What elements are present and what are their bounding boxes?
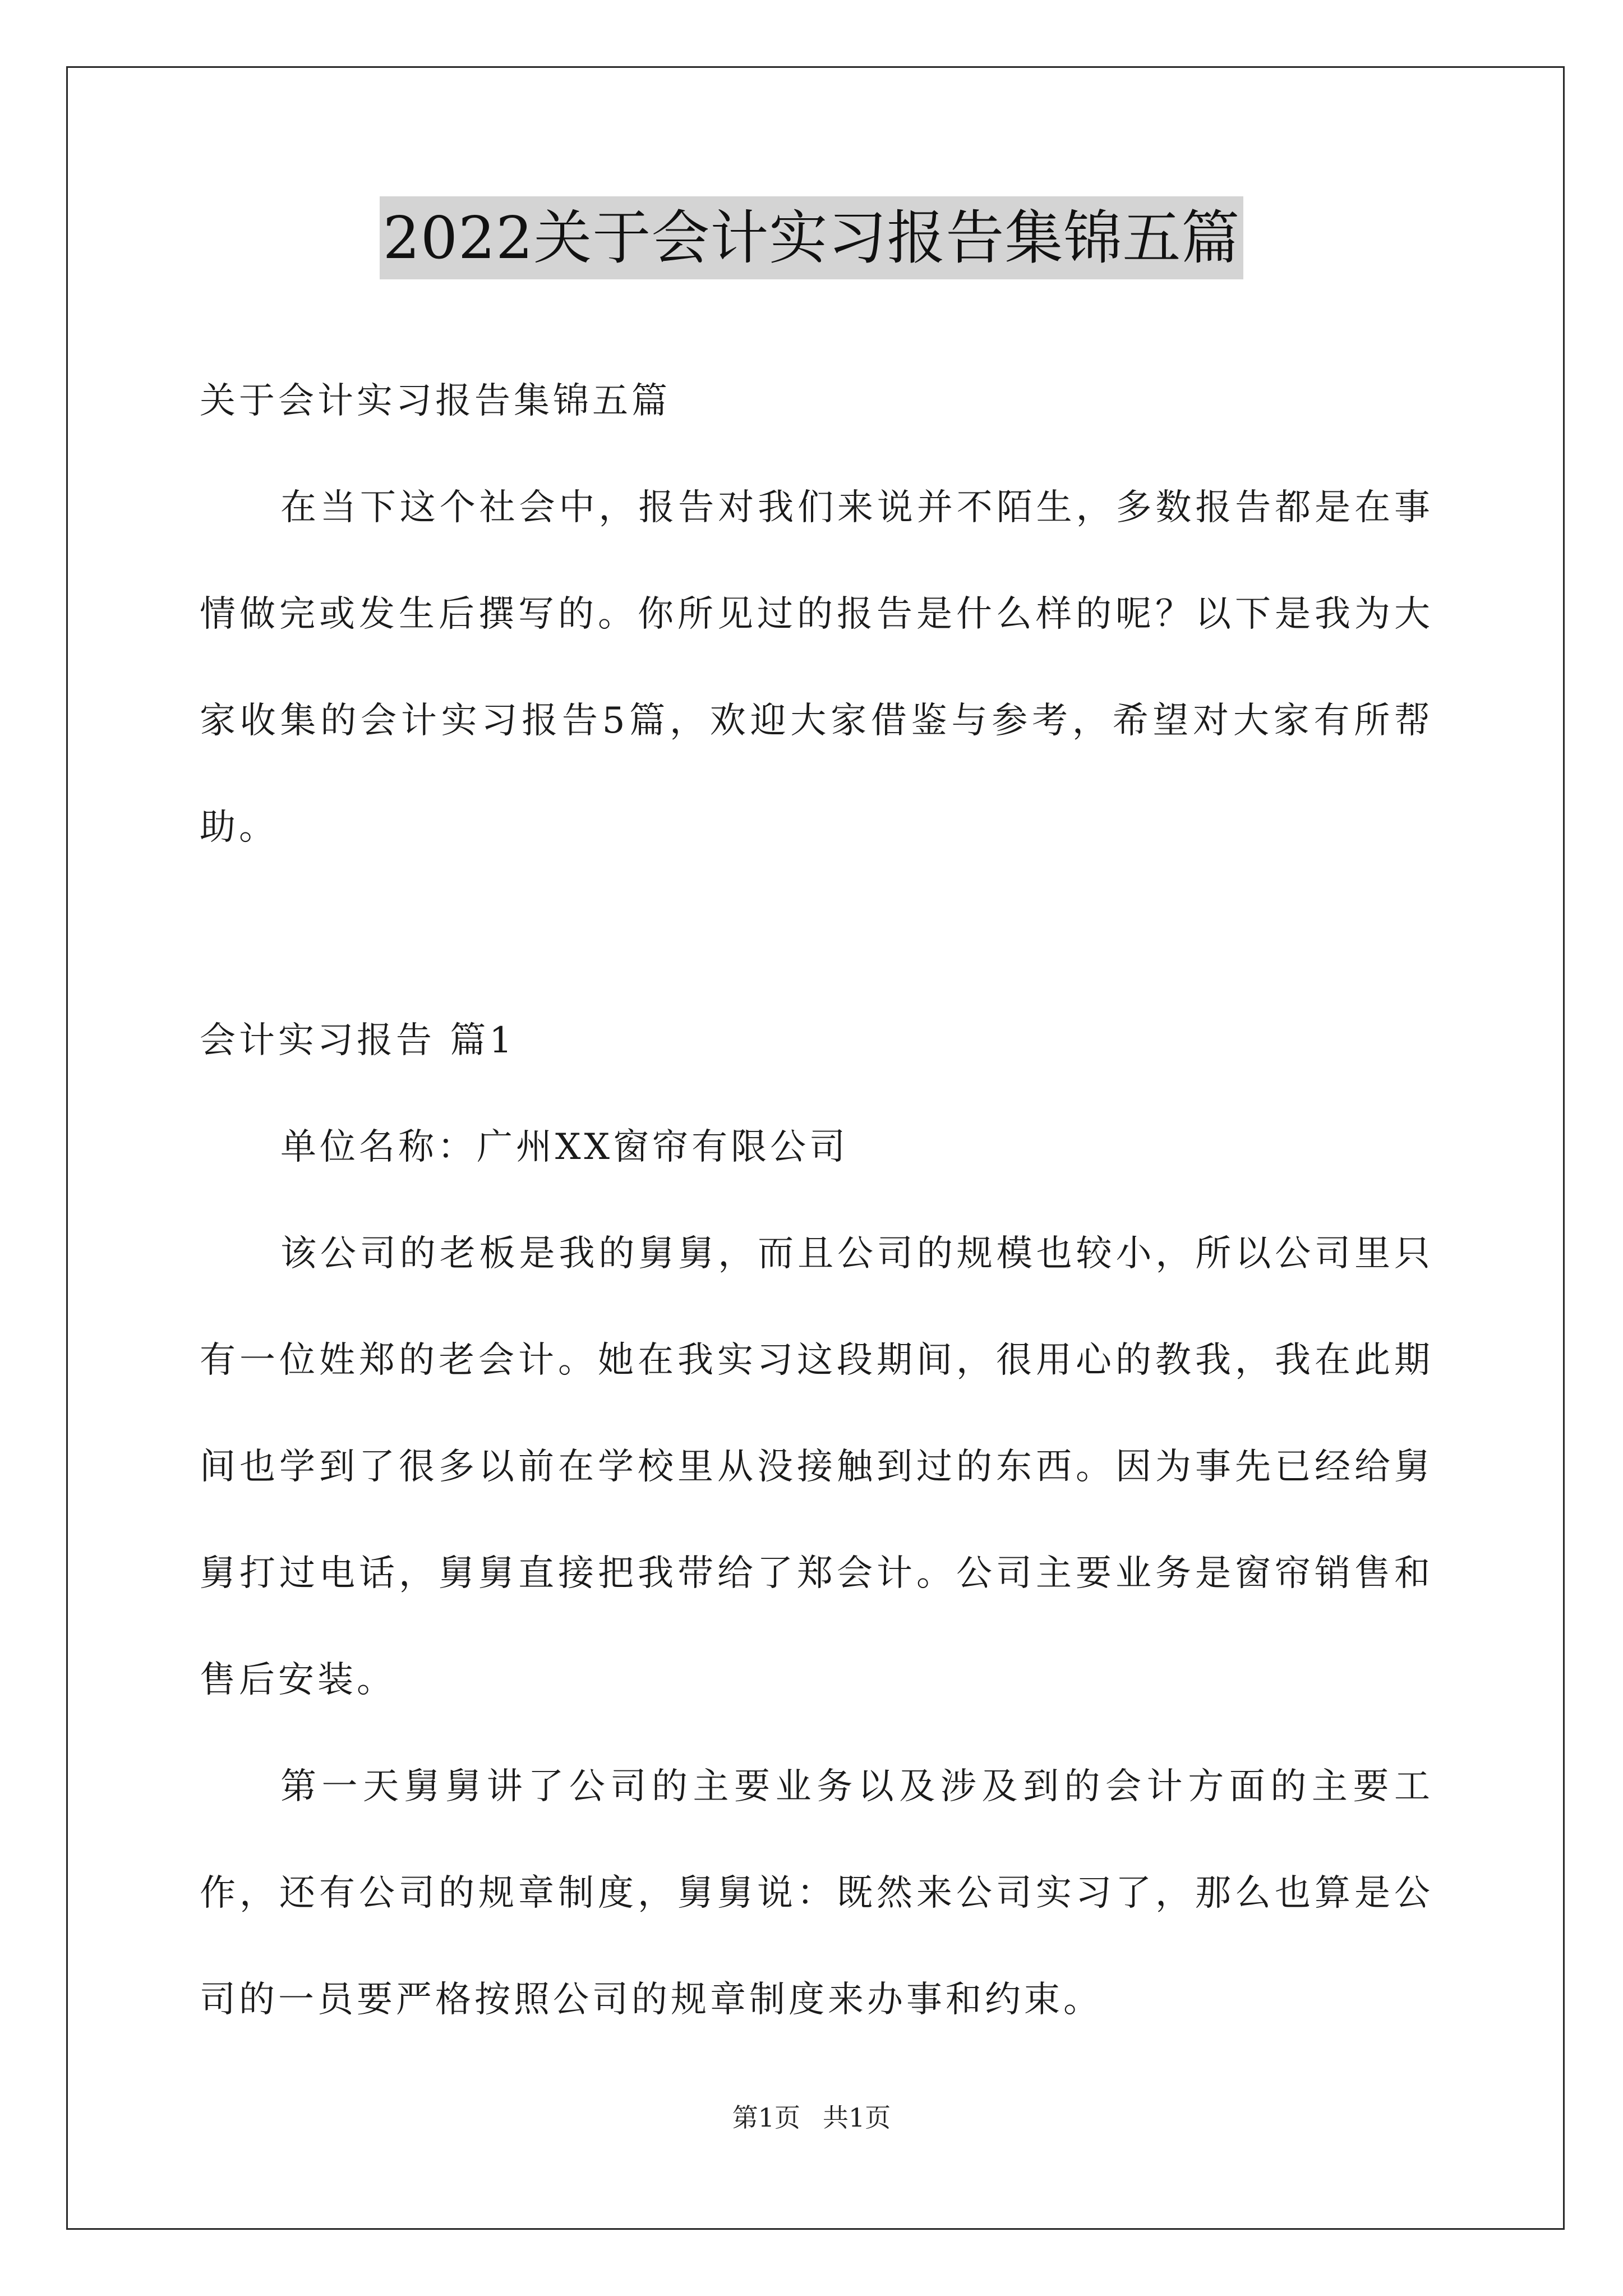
document-body [200,348,1433,2053]
intro-paragraph: 在当下这个社会中，报告对我们来说并不陌生，多数报告都是在事情做完或发生后撰写的。你所见过的报告是什么样的呢？以下是我为大家收集的会计实习报告5篇，欢迎大家借鉴与参考，希望对大家有所帮助。 [200,487,1433,848]
page-total: 共1页 [823,2102,891,2133]
page-number: 第1页 [732,2102,800,2133]
title-container [0,196,1623,279]
company-name-paragraph: 单位名称：广州XX窗帘有限公司 [280,1126,849,1168]
document-subtitle: 关于会计实习报告集锦五篇 [200,380,671,422]
document-title: 2022关于会计实习报告集锦五篇 [380,196,1244,279]
section-heading: 会计实习报告 篇1 [200,1020,516,1061]
body-paragraph: 该公司的老板是我的舅舅，而且公司的规模也较小，所以公司里只有一位姓郑的老会计。她在我实习这段期间，很用心的教我，我在此期间也学到了很多以前在学校里从没接触到过的东西。因为事先已经给舅舅打过电话，舅舅直接把我带给了郑会计。公司主要业务是窗帘销售和售后安装。 [200,1233,1433,1701]
body-paragraph: 第一天舅舅讲了公司的主要业务以及涉及到的会计方面的主要工作，还有公司的规章制度，舅舅说：既然来公司实习了，那么也算是公司的一员要严格按照公司的规章制度来办事和约束。 [200,1766,1433,2021]
page-footer [0,2101,1623,2134]
